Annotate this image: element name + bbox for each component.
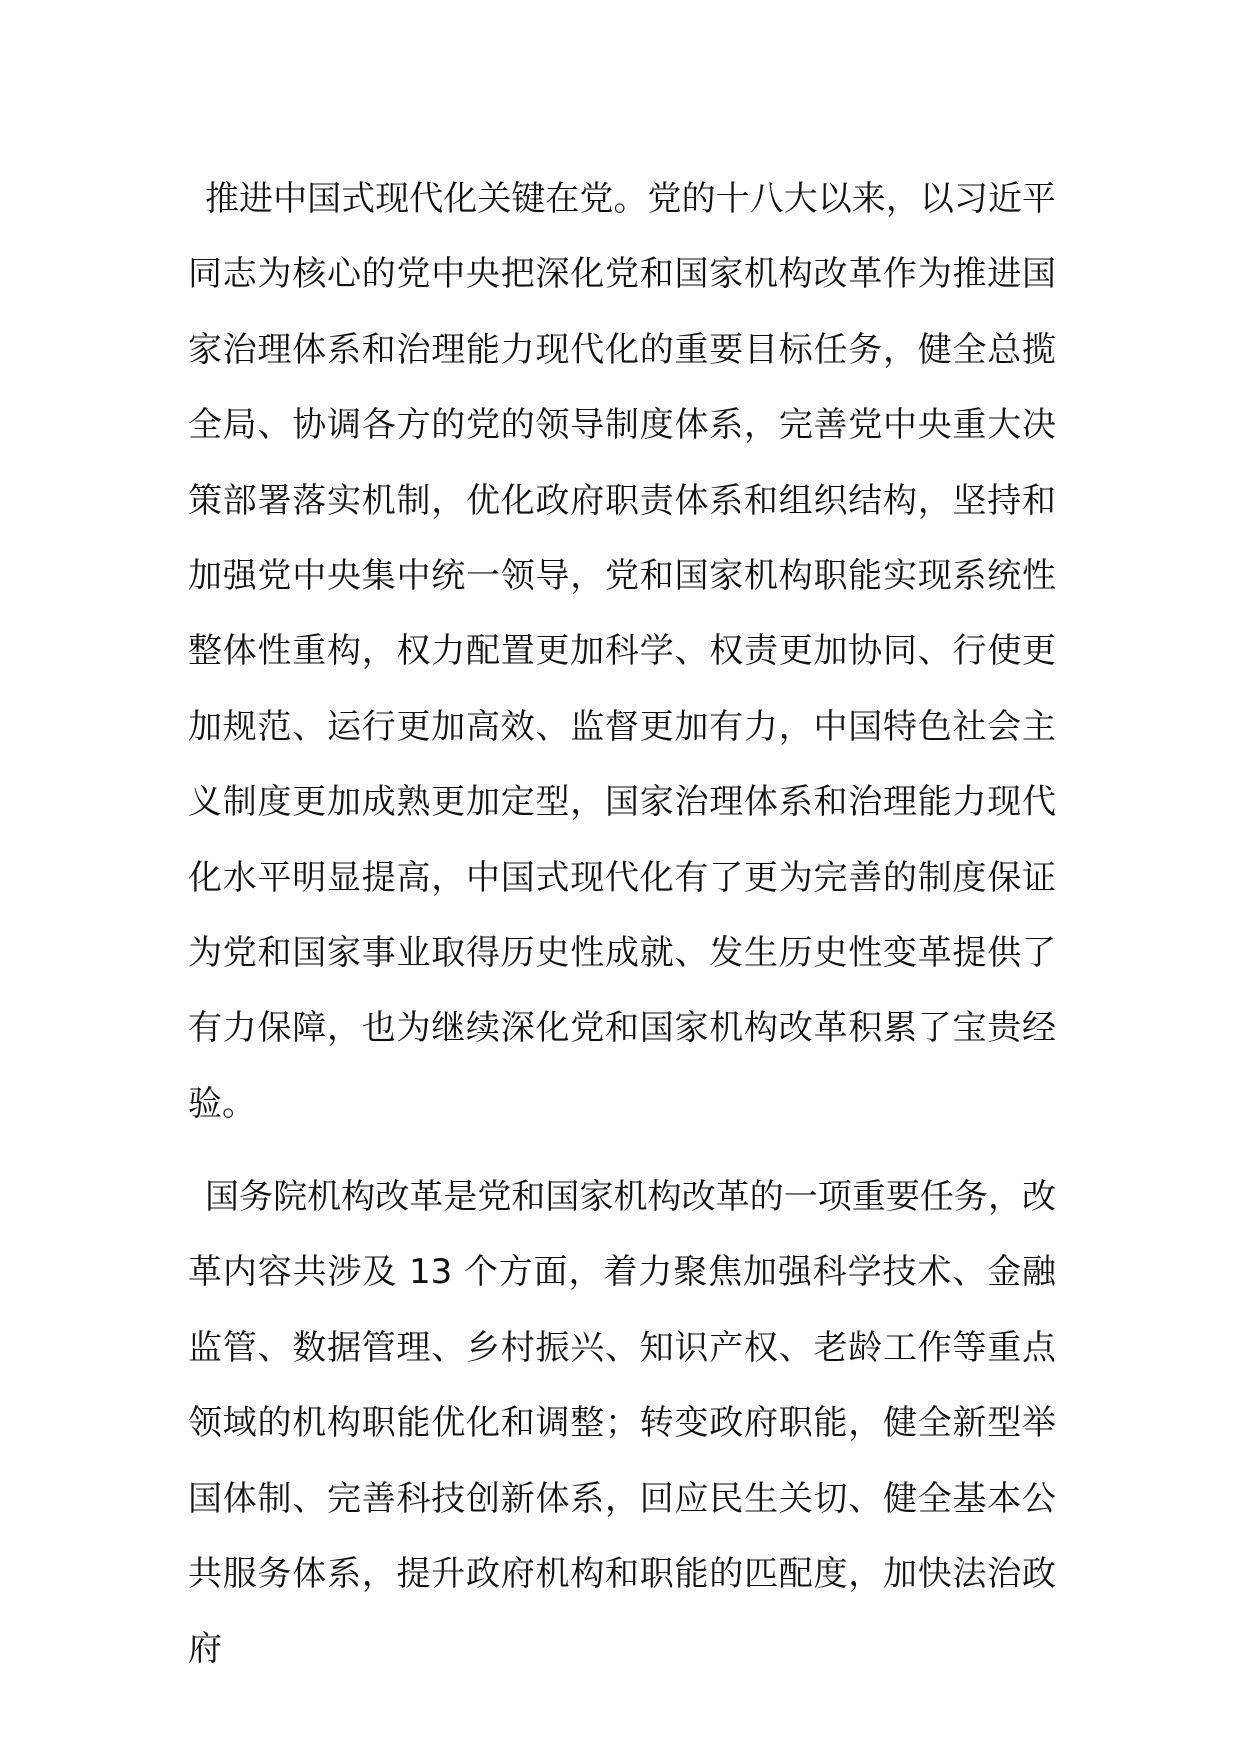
paragraph-1: 推进中国式现代化关键在党。党的十八大以来，以习近平同志为核心的党中央把深化党和国家机构改革作为推进国家治理体系和治理能力现代化的重要目标任务，健全总揽全局、协调各方的党的领导制度体系，完善党中央重大决策部署落实机制，优化政府职责体系和组织结构，坚持和加强党中央集中统一领导，党和国家机构职能实现系统性整体性重构，权力配置更加科学、权责更加协同、行使更加规范、运行更加高效、监督更加有力，中国特色社会主义制度更加成熟更加定型，国家治理体系和治理能力现代化水平明显提高，中国式现代化有了更为完善的制度保证为党和国家事业取得历史性成就、发生历史性变革提供了有力保障，也为继续深化党和国家机构改革积累了宝贵经验。 xyxy=(188,179,1056,1124)
paragraph-1-block xyxy=(188,162,1056,1142)
paragraph-2-block xyxy=(188,1160,1056,1688)
paragraph-2: 国务院机构改革是党和国家机构改革的一项重要任务，改革内容共涉及 13 个方面，着力聚焦加强科学技术、金融监管、数据管理、乡村振兴、知识产权、老龄工作等重点领域的机构职能优化和调整；转变政府职能，健全新型举国体制、完善科技创新体系，回应民生关切、健全基本公共服务体系，提升政府机构和职能的匹配度，加快法治政府 xyxy=(188,1177,1056,1670)
